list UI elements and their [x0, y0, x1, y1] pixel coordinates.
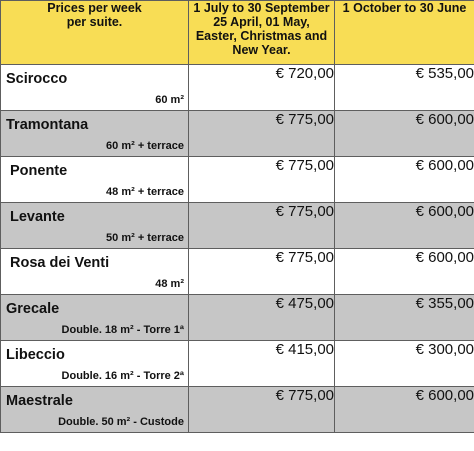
table-row — [1, 203, 474, 249]
header-row — [1, 1, 474, 65]
high-season-price: € 720,00 — [189, 65, 335, 111]
header-low-season — [335, 1, 474, 65]
suite-name: Ponente — [10, 163, 68, 179]
suite-cell — [1, 111, 189, 157]
suite-cell — [1, 341, 189, 387]
suite-name: Tramontana — [6, 117, 89, 133]
suite-name: Scirocco — [6, 71, 68, 87]
high-season-price: € 775,00 — [189, 111, 335, 157]
high-season-price: € 775,00 — [189, 387, 335, 433]
suite-name: Levante — [10, 209, 65, 225]
header-low-season-label: 1 October to 30 June — [342, 1, 467, 15]
suite-info: Double. 16 m² - Torre 2ª — [61, 370, 184, 382]
suite-info: 48 m² — [155, 278, 184, 290]
low-season-price: € 535,00 — [335, 65, 474, 111]
high-season-price: € 775,00 — [189, 249, 335, 295]
high-season-price: € 475,00 — [189, 295, 335, 341]
suite-info: 48 m² + terrace — [106, 186, 184, 198]
suite-info: 60 m² — [155, 94, 184, 106]
header-high-season-label: 1 July to 30 September 25 April, 01 May, Easter, Christmas and New Year. — [193, 1, 330, 57]
table-row — [1, 295, 474, 341]
table-row — [1, 157, 474, 203]
suite-info: Double. 18 m² - Torre 1ª — [61, 324, 184, 336]
low-season-price: € 600,00 — [335, 203, 474, 249]
low-season-price: € 355,00 — [335, 295, 474, 341]
suite-info: 50 m² + terrace — [106, 232, 184, 244]
high-season-price: € 775,00 — [189, 203, 335, 249]
suite-cell — [1, 203, 189, 249]
high-season-price: € 415,00 — [189, 341, 335, 387]
suite-name: Rosa dei Venti — [10, 255, 110, 271]
table-row — [1, 65, 474, 111]
suite-info: Double. 50 m² - Custode — [58, 416, 184, 428]
table-row — [1, 387, 474, 433]
suite-cell — [1, 249, 189, 295]
suite-cell — [1, 295, 189, 341]
suite-name: Libeccio — [6, 347, 65, 363]
suite-name: Maestrale — [6, 393, 73, 409]
table-row — [1, 341, 474, 387]
table-row — [1, 111, 474, 157]
suite-cell — [1, 65, 189, 111]
header-high-season — [189, 1, 335, 65]
suite-name: Grecale — [6, 301, 60, 317]
suite-info: 60 m² + terrace — [106, 140, 184, 152]
low-season-price: € 600,00 — [335, 111, 474, 157]
table-row — [1, 249, 474, 295]
header-suite — [1, 1, 189, 65]
suite-cell — [1, 387, 189, 433]
low-season-price: € 600,00 — [335, 249, 474, 295]
suite-cell — [1, 157, 189, 203]
low-season-price: € 600,00 — [335, 157, 474, 203]
low-season-price: € 600,00 — [335, 387, 474, 433]
low-season-price: € 300,00 — [335, 341, 474, 387]
high-season-price: € 775,00 — [189, 157, 335, 203]
header-suite-label: Prices per week per suite. — [47, 1, 142, 29]
